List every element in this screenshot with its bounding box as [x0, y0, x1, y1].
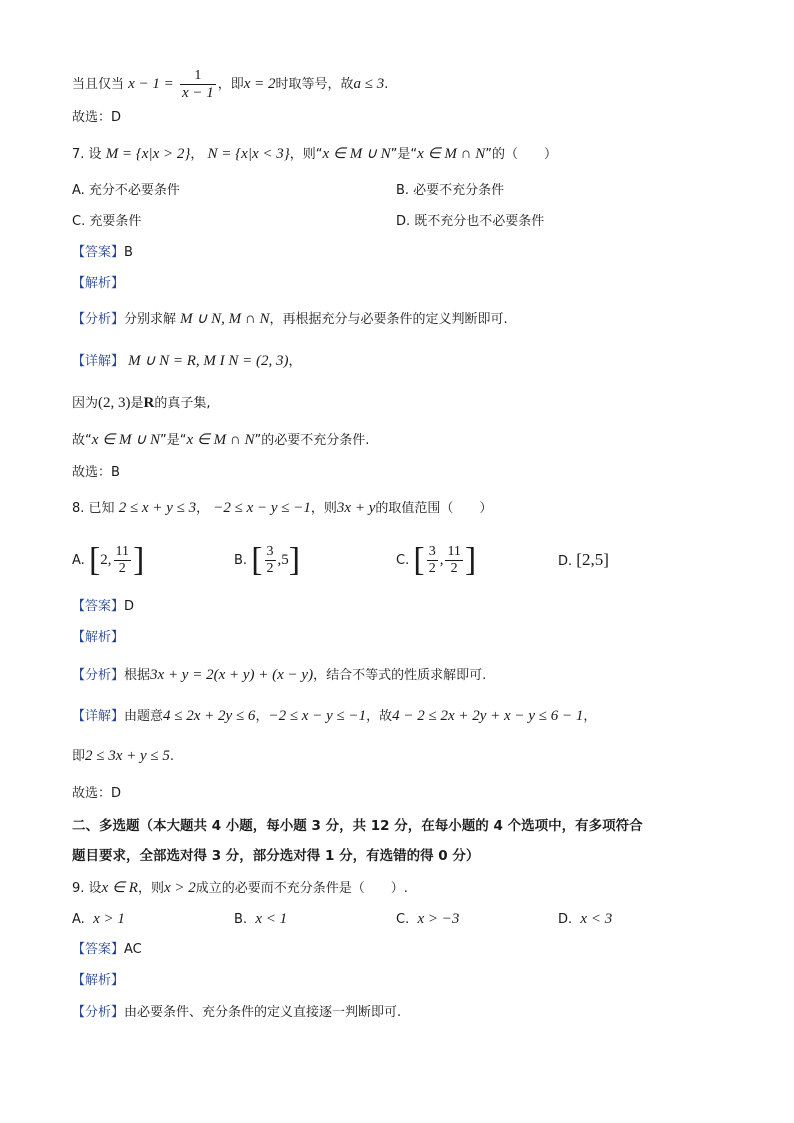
math-expr: 2 ≤ x + y ≤ 3 — [118, 500, 197, 516]
fraction-denominator: x − 1 — [181, 85, 214, 101]
option-label: C. — [396, 553, 410, 568]
text: 成立的必要而不充分条件是（ ）. — [195, 881, 408, 896]
text: ，则 — [137, 881, 164, 896]
text: 当且仅当 — [72, 77, 125, 92]
math-expr: x > 1 — [93, 911, 125, 927]
text: . — [384, 77, 389, 92]
question-number: 9. 设 — [72, 881, 102, 896]
q7-conclusion — [72, 430, 369, 451]
text: 故“ — [72, 433, 92, 448]
left-bracket: [ — [251, 541, 263, 579]
q7-option-a: A. 充分不必要条件 — [72, 183, 180, 198]
answer-value: AC — [124, 942, 142, 957]
fraction — [427, 544, 438, 577]
left-bracket: [ — [88, 541, 101, 579]
text: ， — [583, 709, 597, 724]
q9-jiexi-tag: 【解析】 — [72, 973, 125, 988]
math-expr: x ∈ M ∩ N — [417, 146, 486, 162]
text: ”的必要不充分条件. — [254, 433, 370, 448]
analysis-tag: 【分析】 — [72, 668, 125, 683]
fraction-numerator: 11 — [115, 544, 129, 559]
text: 分别求解 — [124, 312, 177, 327]
text: 因为 — [72, 396, 99, 411]
math-expr: 2 ≤ 3x + y ≤ 5 — [85, 748, 170, 764]
fraction-denominator: 2 — [450, 561, 458, 576]
text: 的取值范围（ ） — [375, 501, 493, 516]
right-bracket: ] — [133, 541, 145, 579]
math-expr: a ≤ 3 — [353, 76, 385, 92]
q7-detail — [72, 351, 302, 372]
q9-option-c — [396, 909, 459, 930]
q8-option-a — [72, 540, 144, 581]
fraction — [180, 68, 216, 101]
q7-answer — [72, 243, 133, 263]
q7-option-b: B. 必要不充分条件 — [396, 183, 505, 198]
math-expr: x ∈ R — [101, 880, 138, 896]
option-label: D. — [558, 554, 573, 569]
text: 根据 — [124, 668, 151, 683]
text: 由题意 — [124, 709, 164, 724]
analysis-tag: 【分析】 — [72, 312, 125, 327]
option-label: A. — [72, 553, 85, 568]
text: 即 — [72, 749, 86, 764]
text: ， — [255, 709, 269, 724]
text: ，结合不等式的性质求解即可. — [313, 668, 487, 683]
text: ”是“ — [390, 147, 418, 162]
q7-stem — [72, 144, 557, 165]
right-bracket: ] — [464, 541, 477, 579]
math-expr: x = 2 — [243, 76, 276, 92]
fraction — [114, 544, 131, 577]
fraction — [265, 544, 276, 577]
text: . — [169, 749, 175, 764]
math-expr: 2, — [100, 552, 112, 568]
text: ， — [196, 501, 210, 516]
q9-option-b — [234, 909, 287, 930]
q8-option-d — [558, 540, 609, 582]
detail-tag: 【详解】 — [72, 354, 125, 369]
math-expr: x > 2 — [163, 880, 196, 896]
option-label: B. — [234, 912, 248, 927]
text: ，故 — [366, 709, 393, 724]
q8-analysis — [72, 665, 486, 686]
math-expr: M ∪ N = R, M I N = (2, 3) — [128, 353, 289, 369]
text: ”是“ — [159, 433, 187, 448]
question-number: 8. 已知 — [72, 501, 115, 516]
math-expr: −2 ≤ x − y ≤ −1 — [268, 708, 367, 724]
q9-stem — [72, 878, 408, 899]
text: ，则“ — [289, 147, 323, 162]
text: ，则 — [310, 501, 337, 516]
fraction-denominator: 2 — [118, 561, 126, 576]
fraction — [445, 544, 462, 577]
q7-analysis — [72, 309, 508, 330]
q9-option-a — [72, 909, 125, 930]
q7-option-c: C. 充要条件 — [72, 214, 142, 229]
math-expr: x ∈ M ∩ N — [186, 432, 255, 448]
answer-tag: 【答案】 — [72, 599, 125, 614]
q8-option-c — [396, 540, 476, 581]
q8-final-answer: 故选：D — [72, 786, 122, 801]
q7-because-line — [72, 393, 211, 414]
section-heading-line1: 二、多选题（本大题共 4 小题，每小题 3 分，共 12 分，在每小题的 4 个选项中，有多项符合 — [72, 818, 643, 834]
math-expr: (2, 3) — [98, 395, 131, 411]
text: 的真子集, — [154, 396, 211, 411]
q7-jiexi-tag: 【解析】 — [72, 276, 125, 291]
math-expr: −2 ≤ x − y ≤ −1 — [213, 500, 311, 516]
math-expr: x ∈ M ∪ N — [322, 146, 391, 162]
section-heading-line2: 题目要求，全部选对得 3 分，部分选对得 1 分，有选错的得 0 分） — [72, 848, 480, 864]
math-expr: ,5 — [277, 552, 289, 568]
math-comma: , — [439, 552, 444, 568]
option-label: D. — [558, 912, 573, 927]
answer-value: D — [124, 599, 135, 614]
text: 由必要条件、充分条件的定义直接逐一判断即可. — [124, 1005, 402, 1020]
q8-detail — [72, 706, 596, 727]
math-expr: x > −3 — [417, 911, 460, 927]
text: ，即 — [217, 77, 244, 92]
math-set-n: N = {x|x < 3} — [207, 146, 290, 162]
text: 是 — [130, 396, 144, 411]
fraction-denominator: 2 — [428, 561, 436, 576]
text: ，再根据充分与必要条件的定义判断即可. — [269, 312, 508, 327]
math-expr: x ∈ M ∪ N — [91, 432, 160, 448]
analysis-tag: 【分析】 — [72, 1005, 125, 1020]
prev-solution-line — [72, 68, 388, 101]
detail-tag: 【详解】 — [72, 709, 125, 724]
option-label: C. — [396, 912, 410, 927]
answer-tag: 【答案】 — [72, 942, 125, 957]
math-expr: 4 ≤ 2x + 2y ≤ 6 — [163, 708, 256, 724]
math-set-m: M = {x|x > 2} — [105, 146, 191, 162]
fraction-denominator: 2 — [266, 561, 274, 576]
q9-answer — [72, 940, 142, 960]
math-expr: x − 1 = — [128, 76, 174, 92]
option-label: A. — [72, 912, 85, 927]
math-expr: M ∪ N, M ∩ N — [180, 311, 270, 327]
q9-analysis — [72, 1003, 401, 1023]
question-number: 7. 设 — [72, 147, 102, 162]
right-bracket: ] — [288, 541, 301, 579]
q7-option-d: D. 既不充分也不必要条件 — [396, 214, 545, 229]
text: ， — [190, 147, 204, 162]
q7-final-answer: 故选：B — [72, 465, 120, 480]
q8-answer — [72, 597, 134, 617]
fraction-numerator: 3 — [428, 544, 436, 559]
fraction-numerator: 3 — [266, 544, 274, 559]
q8-option-b — [234, 540, 300, 581]
math-expr: x < 3 — [580, 911, 613, 927]
text: 时取等号，故 — [275, 77, 354, 92]
math-expr: 4 − 2 ≤ 2x + 2y + x − y ≤ 6 − 1 — [392, 708, 584, 724]
answer-tag: 【答案】 — [72, 245, 125, 260]
fraction-numerator: 11 — [447, 544, 461, 559]
math-expr: [2,5] — [576, 550, 609, 569]
prev-final-answer: 故选：D — [72, 110, 122, 125]
option-label: B. — [234, 553, 248, 568]
left-bracket: [ — [413, 541, 425, 579]
q8-result-line — [72, 746, 174, 767]
q9-option-d — [558, 909, 612, 930]
answer-value: B — [124, 245, 133, 260]
q8-jiexi-tag: 【解析】 — [72, 630, 125, 645]
q8-stem — [72, 498, 492, 519]
text: ， — [288, 354, 302, 369]
text: ”的（ ） — [485, 147, 557, 162]
math-set-r: R — [143, 395, 155, 411]
fraction-numerator: 1 — [180, 68, 216, 85]
math-expr: x < 1 — [255, 911, 288, 927]
math-expr: 3x + y — [336, 500, 376, 516]
math-expr: 3x + y = 2(x + y) + (x − y) — [150, 667, 314, 683]
